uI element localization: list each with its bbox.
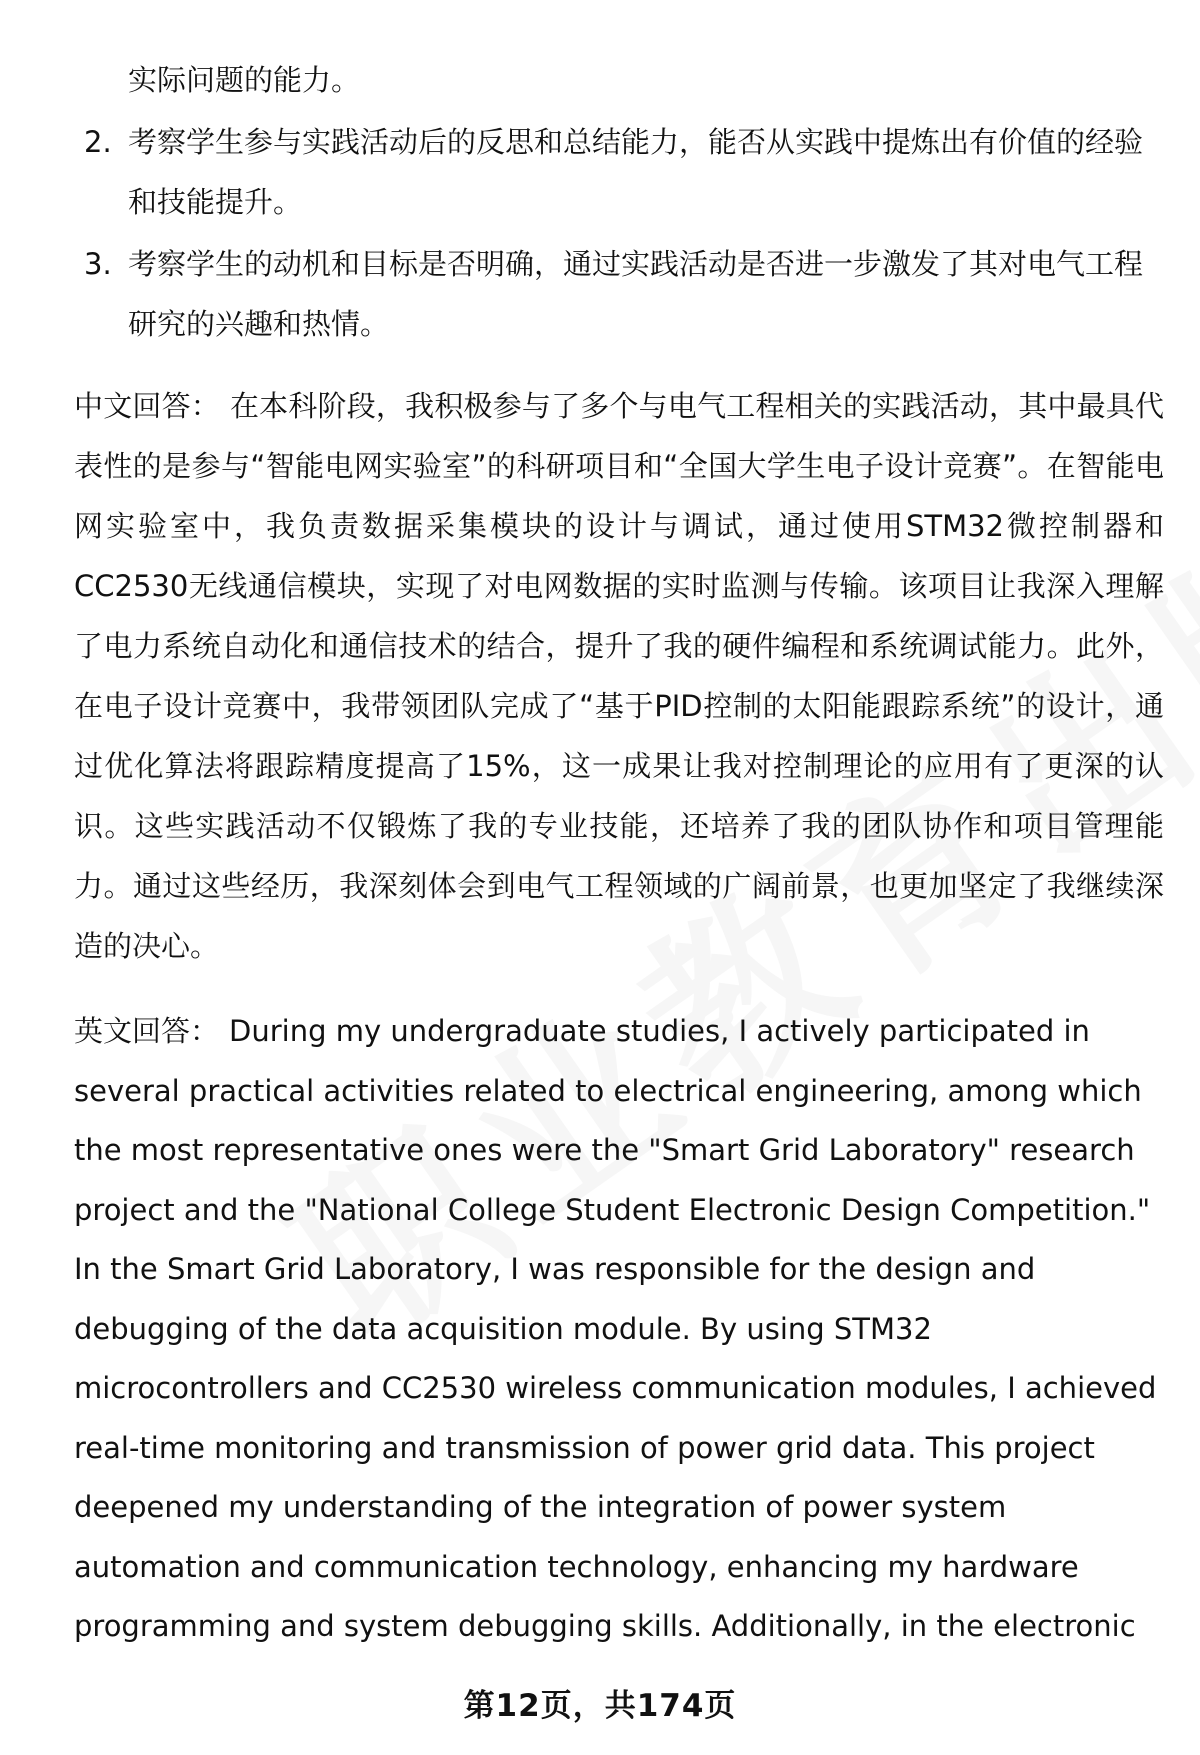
list-item (74, 112, 1164, 232)
chinese-answer-text: 在本科阶段，我积极参与了多个与电气工程相关的实践活动，其中最具代表性的是参与“智能电网实验室”的科研项目和“全国大学生电子设计竞赛”。在智能电网实验室中，我负责数据采集模块的设计与调试，通过使用STM32微控制器和CC2530无线通信模块，实现了对电网数据的实时监测与传输。该项目让我深入理解了电力系统自动化和通信技术的结合，提升了我的硬件编程和系统调试能力。此外，在电子设计竞赛中，我带领团队完成了“基于PID控制的太阳能跟踪系统”的设计，通过优化算法将跟踪精度提高了15%，这一成果让我对控制理论的应用有了更深的认识。这些实践活动不仅锻炼了我的专业技能，还培养了我的团队协作和项目管理能力。通过这些经历，我深刻体会到电气工程领域的广阔前景，也更加坚定了我继续深造的决心。 (74, 389, 1164, 963)
chinese-answer-paragraph (74, 376, 1164, 976)
chinese-answer-label: 中文回答： (74, 389, 220, 423)
list-item-text: 考察学生参与实践活动后的反思和总结能力，能否从实践中提炼出有价值的经验和技能提升。 (128, 125, 1144, 219)
list-item-text: 考察学生的动机和目标是否明确，通过实践活动是否进一步激发了其对电气工程研究的兴趣和热情。 (128, 247, 1144, 341)
page-content (74, 50, 1164, 1657)
page-number-footer: 第12页，共174页 (463, 1688, 737, 1724)
list-item-text: 实际问题的能力。 (128, 63, 361, 97)
list-item-continuation (74, 50, 1164, 110)
english-answer-label: 英文回答： (74, 1014, 220, 1048)
english-answer-paragraph (74, 1002, 1164, 1657)
list-item-number: 3. (84, 247, 112, 281)
english-answer-text: During my undergraduate studies, I actively participated in several practical activities related to electrical engineering, among which the most representative ones were the "Smart Grid Laboratory" research project and the "National College Student Electronic Design Competition." In the Smart Grid Laboratory, I was responsible for the design and debugging of the data acquisition module. By using STM32 microcontrollers and CC2530 wireless communication modules, I achieved real-time monitoring and transmission of power grid data. This project deepened my understanding of the integration of power system automation and communication technology, enhancing my hardware programming and system debugging skills. Additionally, in the electronic (74, 1014, 1157, 1643)
list-item (74, 234, 1164, 354)
list-item-number: 2. (84, 125, 112, 159)
